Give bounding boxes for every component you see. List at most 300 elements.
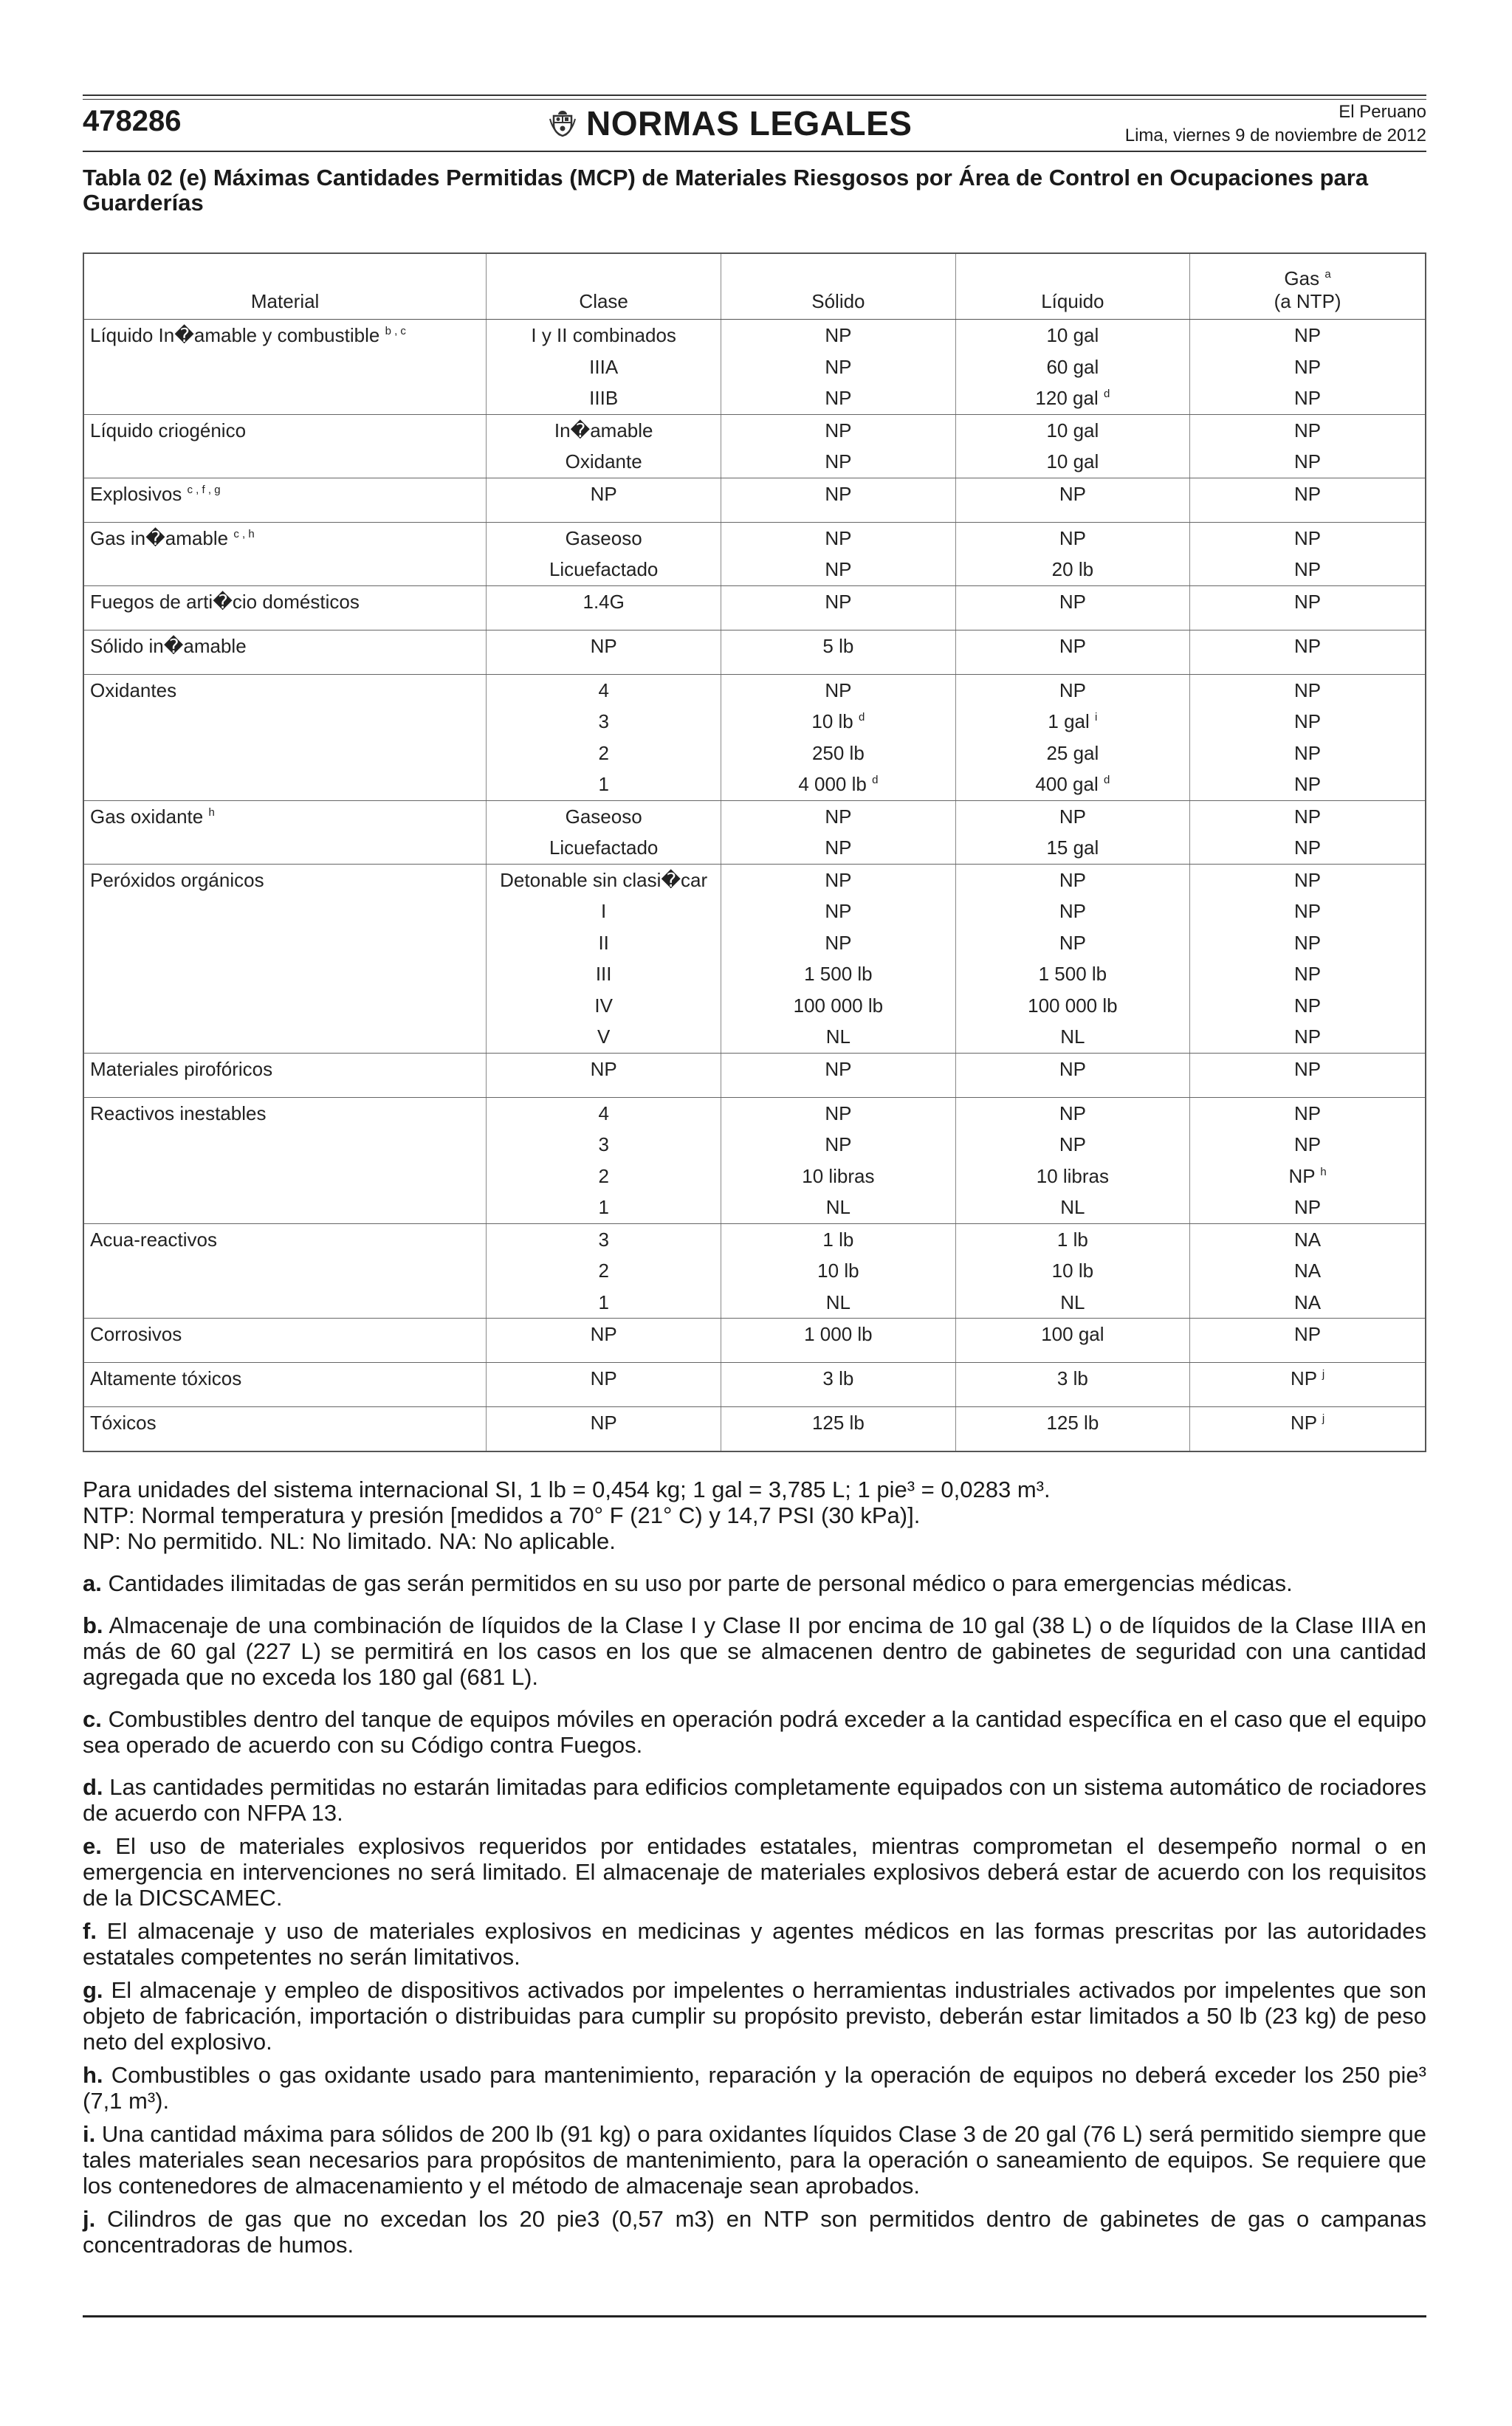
cell-value — [721, 675, 955, 707]
solido-cell — [721, 1407, 956, 1452]
cell-value — [956, 1407, 1190, 1451]
footnote — [83, 2062, 1426, 2114]
cell-value — [956, 446, 1190, 478]
cell-value — [487, 1192, 721, 1223]
liquido-text: 60 gal — [1046, 355, 1099, 378]
cell-value — [956, 738, 1190, 769]
liquido-text: NL — [1060, 1291, 1085, 1313]
liquido-cell — [955, 630, 1190, 674]
gas-text: NP — [1294, 868, 1322, 891]
solido-text: 4 000 lb — [798, 773, 867, 795]
table-row — [83, 674, 1426, 800]
cell-value — [1190, 1287, 1425, 1319]
cell-value — [487, 865, 721, 896]
gas-cell — [1190, 674, 1426, 800]
cell-value — [956, 769, 1190, 800]
footnote-key: g. — [83, 1977, 103, 2003]
footnote-ref: h — [208, 805, 215, 819]
cell-value — [956, 630, 1190, 674]
cell-value — [1190, 1098, 1425, 1130]
footnote — [83, 1612, 1426, 1690]
material-name — [90, 478, 486, 522]
liquido-text: 10 gal — [1046, 419, 1099, 441]
footnote-key: a. — [83, 1570, 102, 1596]
cell-value — [1190, 832, 1425, 864]
footnote-key: e. — [83, 1833, 102, 1859]
material-text: Corrosivos — [90, 1323, 182, 1345]
liquido-text: 120 gal — [1035, 387, 1099, 409]
cell-value — [487, 586, 721, 630]
gas-cell — [1190, 1407, 1426, 1452]
footnote-key: i. — [83, 2121, 96, 2147]
footnote-text: El almacenaje y uso de materiales explosivos en medicinas y agentes médicos en las formas prescritas por las autoridades estatales competentes no serán limitativos. — [83, 1918, 1426, 1970]
table-row — [83, 1223, 1426, 1319]
cell-value — [721, 1255, 955, 1287]
gas-text: NP — [1294, 482, 1322, 505]
clase-text: 4 — [598, 1102, 609, 1124]
liquido-text: 125 lb — [1046, 1412, 1099, 1434]
clase-text: Detonable sin clasi�car — [500, 868, 708, 891]
cell-value — [956, 896, 1190, 927]
material-cell — [83, 1223, 487, 1319]
cell-value — [721, 1287, 955, 1319]
liquido-cell — [955, 864, 1190, 1053]
cell-value — [956, 1363, 1190, 1406]
solido-text: NL — [825, 1196, 850, 1218]
liquido-text: 1 gal — [1048, 710, 1090, 732]
cell-value — [487, 927, 721, 959]
solido-text: NP — [825, 678, 852, 701]
cell-value — [1190, 801, 1425, 833]
liquido-text: NL — [1060, 1196, 1085, 1218]
cell-value — [956, 1021, 1190, 1053]
cell-value — [1190, 1161, 1425, 1192]
cell-value — [487, 554, 721, 585]
solido-text: NP — [825, 526, 852, 549]
clase-text: NP — [590, 1323, 617, 1345]
footnote-text: Combustibles o gas oxidante usado para mantenimiento, reparación y la operación de equipos no deberá exceder los 250 pie³ (7,1 m³). — [83, 2062, 1426, 2114]
cell-value — [1190, 1407, 1425, 1451]
material-text: Explosivos — [90, 482, 182, 505]
cell-value — [1190, 523, 1425, 554]
liquido-text: NP — [1059, 868, 1086, 891]
cell-value — [487, 1129, 721, 1161]
solido-text: NL — [825, 1291, 850, 1313]
gas-text: NP — [1294, 355, 1322, 378]
gas-cell — [1190, 1223, 1426, 1319]
solido-cell — [721, 800, 956, 864]
gas-cell — [1190, 1053, 1426, 1097]
header-rule — [83, 151, 1426, 152]
cell-value — [721, 446, 955, 478]
clase-text: V — [597, 1025, 611, 1048]
gas-text: NP — [1290, 1367, 1317, 1389]
clase-text: Licuefactado — [549, 558, 659, 580]
col-header-liquido: Líquido — [955, 253, 1190, 320]
material-name — [90, 1224, 486, 1256]
cell-value — [1190, 586, 1425, 630]
cell-value — [721, 1161, 955, 1192]
liquido-text: 10 lb — [1051, 1260, 1094, 1282]
cell-value — [487, 415, 721, 447]
cell-value — [956, 320, 1190, 351]
units-line: NP: No permitido. NL: No limitado. NA: No aplicable. — [83, 1528, 616, 1554]
cell-value — [1190, 446, 1425, 478]
footnote-list — [83, 1570, 1426, 2258]
liquido-text: NP — [1059, 1102, 1086, 1124]
liquido-text: 15 gal — [1046, 836, 1099, 859]
solido-text: NL — [825, 1025, 850, 1048]
cell-value — [1190, 1129, 1425, 1161]
material-cell — [83, 1053, 487, 1097]
liquido-text: NP — [1059, 1057, 1086, 1080]
cell-value — [1190, 1054, 1425, 1097]
footnote-text: Cantidades ilimitadas de gas serán permitidos en su uso por parte de personal médico o para emergencias médicas. — [108, 1570, 1293, 1596]
footnote-ref: d — [1103, 388, 1110, 400]
clase-cell — [487, 630, 721, 674]
clase-text: 1.4G — [583, 590, 625, 613]
cell-value — [1190, 1224, 1425, 1256]
cell-value — [721, 1319, 955, 1362]
gas-text: NP — [1294, 558, 1322, 580]
cell-value — [721, 554, 955, 585]
clase-text: II — [598, 931, 609, 954]
gas-text: NP — [1294, 1025, 1322, 1048]
cell-value — [956, 554, 1190, 585]
cell-value — [721, 738, 955, 769]
material-text: Gas oxidante — [90, 805, 204, 828]
cell-value — [721, 523, 955, 554]
cell-value — [487, 896, 721, 927]
clase-cell — [487, 1363, 721, 1407]
cell-value — [487, 1255, 721, 1287]
solido-text: NP — [825, 450, 852, 473]
table-row — [83, 1097, 1426, 1223]
table-row — [83, 1319, 1426, 1363]
material-name — [90, 1363, 486, 1406]
gas-text: NP — [1294, 526, 1322, 549]
cell-value — [956, 1319, 1190, 1362]
material-text: Materiales pirofóricos — [90, 1057, 273, 1080]
solido-text: 10 libras — [802, 1164, 875, 1187]
material-text: Acua-reactivos — [90, 1228, 217, 1251]
publication-title — [548, 103, 912, 143]
cell-value — [487, 1407, 721, 1451]
footnote-ref: d — [859, 711, 865, 724]
page-number: 478286 — [83, 105, 182, 137]
solido-text: 10 lb — [811, 710, 853, 732]
cell-value — [721, 1192, 955, 1223]
cell-value — [721, 1224, 955, 1256]
footnote-text: El uso de materiales explosivos requeridos por entidades estatales, mientras comprometan el desempeño normal o en emergencia en intervenciones no será limitado. El almacenaje de materiales explosivos deberá estar de acuerdo con los requisitos de la DICSCAMEC. — [83, 1833, 1426, 1911]
cell-value — [721, 415, 955, 447]
cell-value — [1190, 706, 1425, 738]
clase-text: 3 — [598, 1133, 609, 1155]
clase-text: 2 — [598, 741, 609, 764]
cell-value — [1190, 554, 1425, 585]
material-name — [90, 523, 486, 554]
solido-cell — [721, 320, 956, 415]
cell-value — [956, 927, 1190, 959]
clase-cell — [487, 1223, 721, 1319]
material-cell — [83, 1407, 487, 1452]
cell-value — [956, 832, 1190, 864]
table-row — [83, 478, 1426, 522]
liquido-text: 3 lb — [1056, 1367, 1088, 1389]
gas-cell — [1190, 630, 1426, 674]
units-line: NTP: Normal temperatura y presión [medidos a 70° F (21° C) y 14,7 PSI (30 kPa)]. — [83, 1502, 921, 1528]
newspaper-name: El Peruano — [1339, 102, 1426, 122]
solido-text: 5 lb — [822, 634, 854, 657]
liquido-cell — [955, 1407, 1190, 1452]
solido-text: NP — [825, 558, 852, 580]
clase-cell — [487, 1319, 721, 1363]
table-row — [83, 414, 1426, 478]
gas-cell — [1190, 585, 1426, 630]
solido-text: NP — [825, 1133, 852, 1155]
cell-value — [1190, 630, 1425, 674]
cell-value — [956, 1129, 1190, 1161]
table-row — [83, 800, 1426, 864]
gas-cell — [1190, 1319, 1426, 1363]
solido-text: 10 lb — [817, 1260, 859, 1282]
publication-name: NORMAS LEGALES — [586, 104, 913, 142]
liquido-text: NP — [1059, 482, 1086, 505]
cell-value — [721, 478, 955, 522]
cell-value — [1190, 351, 1425, 383]
material-name — [90, 320, 486, 351]
footnote-text: Las cantidades permitidas no estarán limitadas para edificios completamente equipados con un sistema automático de rociadores de acuerdo con NFPA 13. — [83, 1774, 1426, 1826]
footnote — [83, 2121, 1426, 2199]
clase-cell — [487, 674, 721, 800]
solido-cell — [721, 630, 956, 674]
liquido-cell — [955, 1363, 1190, 1407]
solido-cell — [721, 674, 956, 800]
cell-value — [721, 1021, 955, 1053]
material-cell — [83, 320, 487, 415]
footnote-ref: d — [872, 774, 879, 786]
liquido-text: 400 gal — [1035, 773, 1099, 795]
footnote-ref: j — [1322, 1412, 1325, 1425]
clase-text: Gaseoso — [565, 526, 642, 549]
clase-cell — [487, 478, 721, 522]
material-text: Peróxidos orgánicos — [90, 868, 264, 891]
material-name — [90, 630, 486, 674]
footnote-text: Almacenaje de una combinación de líquidos de la Clase I y Clase II por encima de 10 gal (38 L) o de líquidos de la Clase IIIA en más de 60 gal (227 L) se permitirá en los casos en los que se almacenen dentro de gabinetes de seguridad con una cantidad agregada que no exceda los 180 gal (681 L). — [83, 1612, 1426, 1690]
cell-value — [721, 801, 955, 833]
solido-text: NP — [825, 324, 852, 346]
solido-cell — [721, 585, 956, 630]
cell-value — [487, 1098, 721, 1130]
gas-text: NP — [1294, 634, 1322, 657]
footnote-key: f. — [83, 1918, 97, 1944]
liquido-text: 100 gal — [1041, 1323, 1104, 1345]
footer-rule — [83, 2315, 1426, 2317]
cell-value — [1190, 1363, 1425, 1406]
liquido-cell — [955, 800, 1190, 864]
solido-text: 3 lb — [822, 1367, 854, 1389]
clase-text: I y II combinados — [531, 324, 676, 346]
footnote-ref: c , f , g — [187, 483, 221, 496]
gas-text: NP — [1294, 931, 1322, 954]
solido-text: NP — [825, 387, 852, 409]
clase-cell — [487, 320, 721, 415]
material-cell — [83, 585, 487, 630]
hazardous-materials-table — [83, 252, 1426, 1452]
table-row — [83, 585, 1426, 630]
units-legend — [83, 1477, 1426, 1554]
gas-text: NP — [1294, 836, 1322, 859]
cell-value — [1190, 769, 1425, 800]
table-row — [83, 320, 1426, 415]
footnote-ref: h — [1320, 1165, 1327, 1178]
cell-value — [956, 1287, 1190, 1319]
material-cell — [83, 1319, 487, 1363]
table-row — [83, 1053, 1426, 1097]
material-cell — [83, 522, 487, 585]
material-text: Sólido in�amable — [90, 634, 247, 657]
material-text: Reactivos inestables — [90, 1102, 267, 1124]
material-name — [90, 1098, 486, 1130]
gas-cell — [1190, 320, 1426, 415]
cell-value — [1190, 415, 1425, 447]
solido-cell — [721, 864, 956, 1053]
clase-text: IIIB — [589, 387, 619, 409]
solido-text: 100 000 lb — [793, 994, 884, 1017]
material-name — [90, 1319, 486, 1362]
gas-text: NP — [1294, 1057, 1322, 1080]
liquido-text: NP — [1059, 900, 1086, 922]
gas-text: NP — [1294, 678, 1322, 701]
material-name — [90, 865, 486, 896]
cell-value — [721, 630, 955, 674]
gas-text: NP — [1294, 1133, 1322, 1155]
footnote — [83, 2206, 1426, 2258]
cell-value — [487, 446, 721, 478]
clase-cell — [487, 522, 721, 585]
gas-text: NP — [1294, 590, 1322, 613]
col-header-material: Material — [83, 253, 487, 320]
cell-value — [1190, 320, 1425, 351]
solido-cell — [721, 1053, 956, 1097]
material-name — [90, 1054, 486, 1097]
gas-cell — [1190, 1363, 1426, 1407]
cell-value — [1190, 738, 1425, 769]
clase-cell — [487, 585, 721, 630]
material-cell — [83, 478, 487, 522]
units-line: Para unidades del sistema internacional SI, 1 lb = 0,454 kg; 1 gal = 3,785 L; 1 pie³ = 0,0283 m³. — [83, 1477, 1051, 1502]
gas-cell — [1190, 522, 1426, 585]
solido-cell — [721, 522, 956, 585]
footnote — [83, 1833, 1426, 1911]
solido-text: 1 lb — [822, 1228, 854, 1251]
footnote — [83, 1774, 1426, 1826]
footnote — [83, 1918, 1426, 1970]
cell-value — [721, 865, 955, 896]
clase-text: NP — [590, 1057, 617, 1080]
solido-text: 1 500 lb — [804, 963, 873, 985]
cell-value — [956, 1224, 1190, 1256]
cell-value — [1190, 675, 1425, 707]
cell-value — [1190, 1319, 1425, 1362]
cell-value — [956, 1255, 1190, 1287]
liquido-text: NP — [1059, 1133, 1086, 1155]
cell-value — [487, 706, 721, 738]
col-header-clase: Clase — [487, 253, 721, 320]
gas-text: NP — [1294, 710, 1322, 732]
clase-text: I — [601, 900, 607, 922]
gas-text: NP — [1290, 1412, 1317, 1434]
header-rule — [83, 95, 1426, 96]
footnote-key: d. — [83, 1774, 103, 1800]
solido-text: NP — [825, 1102, 852, 1124]
solido-text: NP — [825, 590, 852, 613]
cell-value — [721, 706, 955, 738]
cell-value — [721, 990, 955, 1022]
solido-cell — [721, 1363, 956, 1407]
liquido-cell — [955, 674, 1190, 800]
solido-cell — [721, 1097, 956, 1223]
solido-text: NP — [825, 355, 852, 378]
cell-value — [721, 320, 955, 351]
header-meta — [1125, 100, 1426, 148]
footnote-text: Combustibles dentro del tanque de equipos móviles en operación podrá exceder a la cantidad específica en el caso que el equipo sea operado de acuerdo con su Código contra Fuegos. — [83, 1706, 1426, 1758]
footnote-text: Una cantidad máxima para sólidos de 200 lb (91 kg) o para oxidantes líquidos Clase 3 de 20 gal (76 L) será permitido siempre que tales materiales sean necesarios para propósitos de mantenimiento, para la operación o saneamiento de equipos. Se requiere que los contenedores de almacenamiento y el método de almacenaje sean aprobados. — [83, 2121, 1426, 2199]
solido-text: NP — [825, 419, 852, 441]
cell-value — [956, 586, 1190, 630]
gas-cell — [1190, 1097, 1426, 1223]
liquido-text: 10 gal — [1046, 450, 1099, 473]
clase-text: Oxidante — [565, 450, 642, 473]
gas-cell — [1190, 800, 1426, 864]
clase-cell — [487, 414, 721, 478]
table-row — [83, 630, 1426, 674]
footnote-text: El almacenaje y empleo de dispositivos activados por impelentes o herramientas industriales activados por impelentes que son objeto de fabricación, importación o distribuidas para cumplir su propósito previsto, deberán estar limitados a 50 lb (23 kg) de peso neto del explosivo. — [83, 1977, 1426, 2055]
cell-value — [1190, 1192, 1425, 1223]
material-cell — [83, 864, 487, 1053]
footnote-key: j. — [83, 2206, 96, 2232]
gas-text: NP — [1294, 1102, 1322, 1124]
cell-value — [956, 415, 1190, 447]
solido-text: 1 000 lb — [804, 1323, 873, 1345]
liquido-text: NP — [1059, 931, 1086, 954]
solido-text: NP — [825, 931, 852, 954]
liquido-text: NP — [1059, 634, 1086, 657]
footnote — [83, 1706, 1426, 1758]
liquido-text: NL — [1060, 1025, 1085, 1048]
cell-value — [487, 382, 721, 414]
table-notes — [83, 1477, 1426, 2265]
material-text: Líquido In�amable y combustible — [90, 324, 380, 346]
solido-text: NP — [825, 868, 852, 891]
cell-value — [956, 1098, 1190, 1130]
footnote-key: h. — [83, 2062, 103, 2088]
clase-text: IV — [594, 994, 613, 1017]
cell-value — [487, 990, 721, 1022]
cell-value — [956, 478, 1190, 522]
material-name — [90, 675, 486, 707]
liquido-text: NP — [1059, 678, 1086, 701]
gas-text: NP — [1294, 805, 1322, 828]
gas-text: NP — [1294, 1196, 1322, 1218]
cell-value — [1190, 1021, 1425, 1053]
cell-value — [956, 706, 1190, 738]
cell-value — [721, 1098, 955, 1130]
cell-value — [487, 1021, 721, 1053]
cell-value — [487, 1054, 721, 1097]
liquido-text: NP — [1059, 526, 1086, 549]
gas-cell — [1190, 478, 1426, 522]
